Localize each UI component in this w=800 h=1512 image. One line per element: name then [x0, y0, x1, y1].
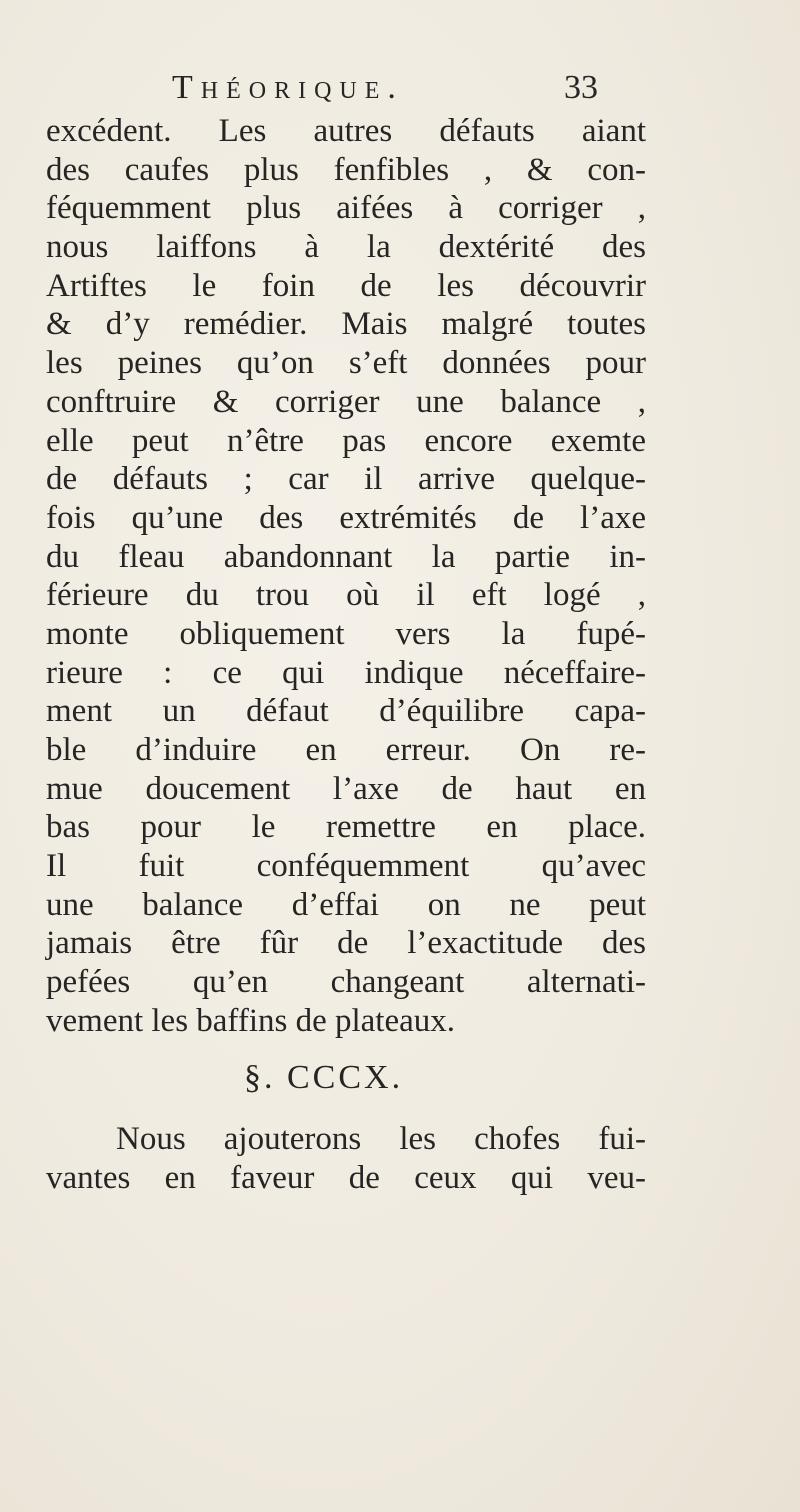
page-number: 33	[564, 69, 598, 106]
text-line: & d’y remédier. Mais malgré toutes	[46, 306, 646, 343]
text-line: Il fuit conféquemment qu’avec	[46, 848, 646, 885]
text-line: conftruire & corriger une balance ,	[46, 383, 646, 420]
text-line: ble d’induire en erreur. On re-	[46, 732, 646, 768]
text-line: Nous ajouterons les chofes fui-	[116, 1121, 646, 1157]
text-line: les peines qu’on s’eft données pour	[46, 345, 646, 382]
text-line: des caufes plus fenfibles , & con-	[46, 151, 646, 188]
text-line: jamais être fûr de l’exactitude des	[46, 925, 646, 962]
text-line: monte obliquement vers la fupé-	[46, 615, 646, 652]
text-line: nous laiffons à la dextérité des	[46, 229, 646, 266]
text-line: une balance d’effai on ne peut	[46, 886, 646, 923]
text-line: de défauts ; car il arrive quelque-	[46, 461, 646, 498]
text-line: férieure du trou où il eft logé ,	[46, 577, 646, 614]
running-head	[172, 66, 632, 114]
text-line: vement les baffins de plateaux.	[46, 1002, 456, 1039]
running-title: Théorique.	[172, 69, 404, 106]
paragraph-main	[46, 112, 646, 1041]
text-line: bas pour le remettre en place.	[46, 809, 646, 846]
text-line: rieure : ce qui indique néceffaire-	[46, 654, 646, 691]
paragraph-section	[46, 1120, 646, 1197]
text-line: vantes en faveur de ceux qui veu-	[46, 1159, 646, 1196]
section-heading: §. CCCX.	[244, 1059, 404, 1096]
text-line: Artiftes le foin de les découvrir	[46, 267, 646, 304]
text-line: ment un défaut d’équilibre capa-	[46, 693, 646, 730]
text-line: fois qu’une des extrémités de l’axe	[46, 499, 646, 536]
text-line: pefées qu’en changeant alternati-	[46, 964, 646, 1001]
text-line: féquemment plus aifées à corriger ,	[46, 190, 646, 227]
text-line: du fleau abandonnant la partie in-	[46, 538, 646, 575]
text-line: excédent. Les autres défauts aiant	[46, 113, 646, 149]
text-line: elle peut n’être pas encore exemte	[46, 422, 646, 459]
text-line: mue doucement l’axe de haut en	[46, 770, 646, 807]
